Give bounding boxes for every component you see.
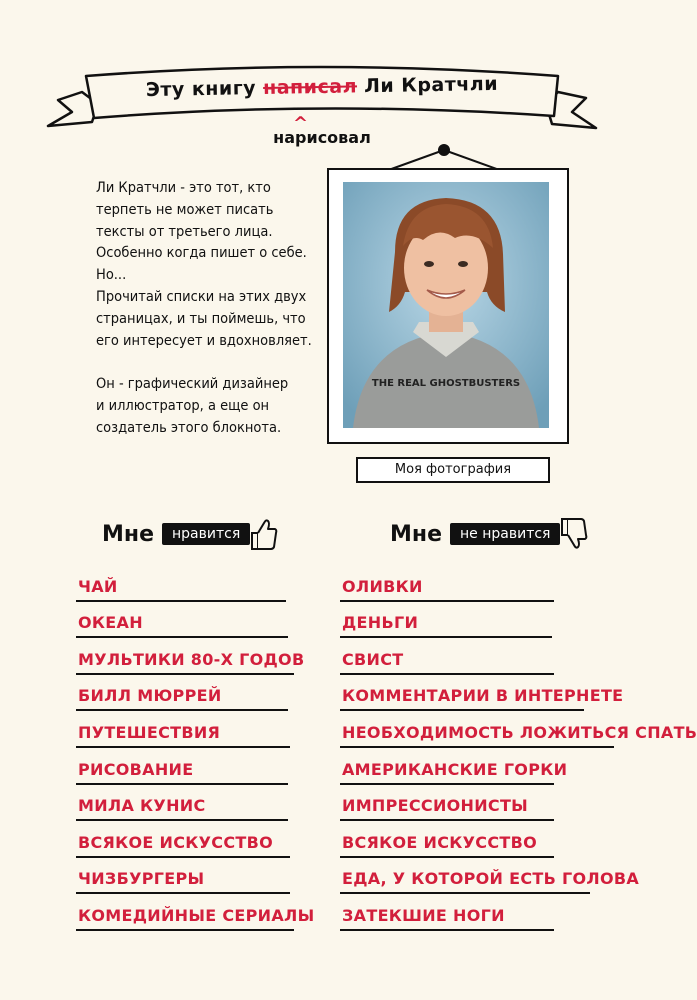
dislikes-item-text: ОЛИВКИ [342,576,423,596]
bio-text: Ли Кратчли - это тот, кто терпеть не может писать тексты от третьего лица. Особенно когда пишет о себе. Но... Прочитай списки на этих двух страницах, и ты поймешь, что его интересует и вдохновляет. Он - графический дизайнер и иллюстратор, а еще он создатель этого блокнота. [96,180,312,436]
portrait-photo [343,182,549,428]
banner-correction: нарисовал [273,128,371,147]
thumbs-down-icon [558,517,588,551]
dislikes-item-text: ИМПРЕССИОНИСТЫ [342,796,529,816]
likes-label: нравится [162,523,250,545]
likes-item-text: ОКЕАН [78,613,143,633]
banner-after: Ли Кратчли [356,72,499,98]
likes-item-text: МУЛЬТИКИ 80-Х ГОДОВ [78,649,305,669]
shirt-print: THE REAL GHOSTBUSTERS [371,378,521,389]
thumbs-up-icon [248,517,278,551]
insert-caret-icon: ^ [293,113,309,134]
photo-caption: Моя фотография [356,457,550,483]
dislikes-item-text: НЕОБХОДИМОСТЬ ЛОЖИТЬСЯ СПАТЬ [342,722,697,742]
dislikes-item-text: ЗАТЕКШИЕ НОГИ [342,905,505,925]
dislikes-item-text: ЕДА, У КОТОРОЙ ЕСТЬ ГОЛОВА [342,869,640,889]
dislikes-mne: Мне [390,521,443,547]
likes-item-text: РИСОВАНИЕ [78,759,194,779]
likes-item-text: ЧАЙ [78,576,118,596]
dislikes-item-text: АМЕРИКАНСКИЕ ГОРКИ [342,759,568,779]
banner-struck-word: написал [262,75,358,100]
dislikes-item-text: СВИСТ [342,649,404,669]
likes-item-text: ВСЯКОЕ ИСКУССТВО [78,832,273,852]
likes-item-text: ЧИЗБУРГЕРЫ [78,869,205,889]
dislikes-item-text: КОММЕНТАРИИ В ИНТЕРНЕТЕ [342,686,624,706]
dislikes-label: не нравится [450,523,560,545]
likes-item-text: МИЛА КУНИС [78,796,206,816]
likes-item-text: БИЛЛ МЮРРЕЙ [78,686,222,706]
photo-frame [327,168,569,444]
dislikes-item-text: ДЕНЬГИ [342,613,419,633]
dislikes-item-text: ВСЯКОЕ ИСКУССТВО [342,832,537,852]
dislikes-header [390,517,588,551]
likes-item-text: ПУТЕШЕСТВИЯ [78,722,221,742]
banner-before: Эту книгу [145,77,264,102]
likes-mne: Мне [102,521,155,547]
likes-item-text: КОМЕДИЙНЫЕ СЕРИАЛЫ [78,905,315,925]
likes-header [102,517,278,551]
